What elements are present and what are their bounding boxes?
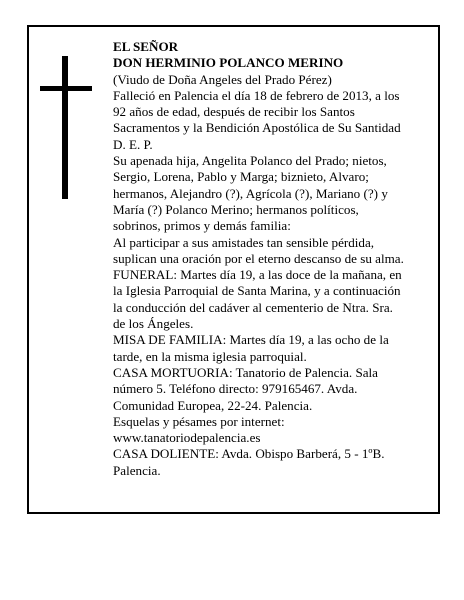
funeral-line: FUNERAL: Martes día 19, a las doce de la mañana, en	[113, 267, 402, 283]
rest-in-peace: D. E. P.	[113, 136, 153, 152]
death-details-line: Falleció en Palencia el día 18 de febrero de 2013, a los	[113, 87, 400, 103]
family-line: sobrinos, primos y demás familia:	[113, 218, 291, 234]
funeral-home-line: Comunidad Europea, 22-24. Palencia.	[113, 397, 313, 413]
cross-horizontal-bar	[40, 86, 92, 91]
funeral-home-line: CASA MORTUORIA: Tanatorio de Palencia. Sala	[113, 364, 378, 380]
mourning-house-line: Palencia.	[113, 462, 161, 478]
family-line: Su apenada hija, Angelita Polanco del Prado; nietos,	[113, 153, 387, 169]
website-url: www.tanatoriodepalencia.es	[113, 430, 261, 446]
online-condolences-line: Esquelas y pésames por internet:	[113, 413, 285, 429]
funeral-line: de los Ángeles.	[113, 316, 194, 332]
family-line: María (?) Polanco Merino; hermanos políticos,	[113, 201, 359, 217]
deceased-name: DON HERMINIO POLANCO MERINO	[113, 55, 344, 71]
family-mass-line: tarde, en la misma iglesia parroquial.	[113, 348, 307, 364]
cross-vertical-bar	[62, 56, 68, 199]
deceased-honorific: EL SEÑOR	[113, 39, 179, 54]
obituary-text	[113, 39, 425, 479]
request-line: suplican una oración por el eterno descanso de su alma.	[113, 250, 404, 266]
funeral-home-line: número 5. Teléfono directo: 979165467. Avda.	[113, 381, 358, 397]
family-line: hermanos, Alejandro (?), Agrícola (?), Mariano (?) y	[113, 185, 388, 201]
death-details-line: Sacramentos y la Bendición Apostólica de Su Santidad	[113, 120, 401, 136]
funeral-line: la Iglesia Parroquial de Santa Marina, y a continuación	[113, 283, 401, 299]
widower-note: (Viudo de Doña Angeles del Prado Pérez)	[113, 71, 332, 87]
funeral-line: la conducción del cadáver al cementerio de Ntra. Sra.	[113, 299, 393, 315]
mourning-house-line: CASA DOLIENTE: Avda. Obispo Barberá, 5 - 1ºB.	[113, 446, 385, 462]
request-line: Al participar a sus amistades tan sensible pérdida,	[113, 234, 375, 250]
death-details-line: 92 años de edad, después de recibir los Santos	[113, 104, 355, 120]
family-line: Sergio, Lorena, Pablo y Marga; biznieto, Alvaro;	[113, 169, 369, 185]
family-mass-line: MISA DE FAMILIA: Martes día 19, a las ocho de la	[113, 332, 389, 348]
